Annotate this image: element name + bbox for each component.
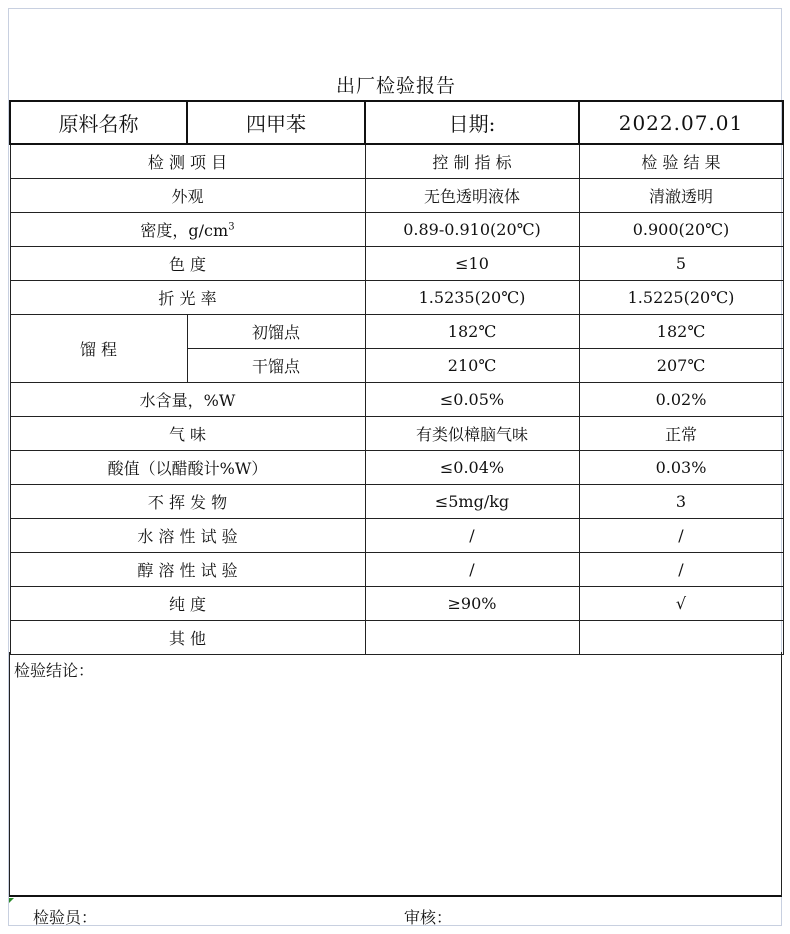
table-row [10,247,783,281]
result-cell[interactable]: / [579,519,783,553]
spec-cell[interactable]: 210℃ [365,349,579,383]
date-label-cell: 日期: [365,101,579,144]
spec-cell[interactable]: 0.89-0.910(20℃) [365,213,579,247]
item-cell [10,213,365,247]
result-cell[interactable]: 0.900(20℃) [579,213,783,247]
item-cell: 纯 度 [10,587,365,621]
result-cell[interactable]: 5 [579,247,783,281]
report-title: 出厂检验报告 [335,75,456,97]
spec-cell[interactable]: ≤0.05% [365,383,579,417]
result-cell[interactable]: 0.03% [579,451,783,485]
result-cell[interactable]: 清澈透明 [579,179,783,213]
reviewer-label: 审核： [404,908,453,927]
table-row [10,179,783,213]
header-row [10,101,783,144]
item-cell: 折 光 率 [10,281,365,315]
item-cell: 其 他 [10,621,365,655]
table-row [10,281,783,315]
spec-cell[interactable]: ≤0.04% [365,451,579,485]
conclusion-label: 检验结论： [14,661,95,680]
column-header-spec: 控 制 指 标 [365,144,579,179]
table-row [10,383,783,417]
item-cell: 气 味 [10,417,365,451]
spec-cell[interactable]: 无色透明液体 [365,179,579,213]
column-header-row [10,144,783,179]
table-row [10,417,783,451]
column-header-result: 检 验 结 果 [579,144,783,179]
item-cell: 水含量，%W [10,383,365,417]
column-header-item: 检 测 项 目 [10,144,365,179]
item-cell: 不 挥 发 物 [10,485,365,519]
table-row [10,587,783,621]
spec-cell[interactable]: 1.5235(20℃) [365,281,579,315]
table-row [10,519,783,553]
result-cell[interactable]: 1.5225(20℃) [579,281,783,315]
conclusion-box[interactable] [9,652,782,897]
spec-cell[interactable]: ≤10 [365,247,579,281]
report-sheet [8,8,782,926]
result-cell[interactable]: √ [579,587,783,621]
item-cell: 初馏点 [187,315,365,349]
item-cell: 水 溶 性 试 验 [10,519,365,553]
table-row [10,213,783,247]
result-cell[interactable]: 0.02% [579,383,783,417]
item-cell: 色 度 [10,247,365,281]
table-row [10,553,783,587]
distillation-group-cell: 馏 程 [10,315,187,383]
spec-cell[interactable]: / [365,519,579,553]
table-row [10,451,783,485]
inspector-label: 检验员： [33,908,98,927]
item-cell: 酸值（以醋酸计%W） [10,451,365,485]
result-cell[interactable]: 正常 [579,417,783,451]
item-label: 密度，g/cm [140,221,229,240]
result-cell[interactable]: 3 [579,485,783,519]
result-cell[interactable]: 207℃ [579,349,783,383]
item-cell: 外观 [10,179,365,213]
spec-cell[interactable]: 182℃ [365,315,579,349]
item-cell: 醇 溶 性 试 验 [10,553,365,587]
table-row [10,621,783,655]
spec-cell[interactable]: ≤5mg/kg [365,485,579,519]
result-cell[interactable]: / [579,553,783,587]
cell-comment-marker-icon [9,898,14,903]
table-row [10,315,783,349]
inspection-table [9,100,784,655]
table-row [10,485,783,519]
spec-cell[interactable]: ≥90% [365,587,579,621]
item-cell: 干馏点 [187,349,365,383]
date-value-cell[interactable]: 2022.07.01 [579,101,783,144]
result-cell[interactable] [579,621,783,655]
spec-cell[interactable] [365,621,579,655]
result-cell[interactable]: 182℃ [579,315,783,349]
superscript: 3 [228,221,235,233]
material-label-cell: 原料名称 [10,101,187,144]
spec-cell[interactable]: 有类似樟脑气味 [365,417,579,451]
spec-cell[interactable]: / [365,553,579,587]
material-value-cell[interactable]: 四甲苯 [187,101,365,144]
